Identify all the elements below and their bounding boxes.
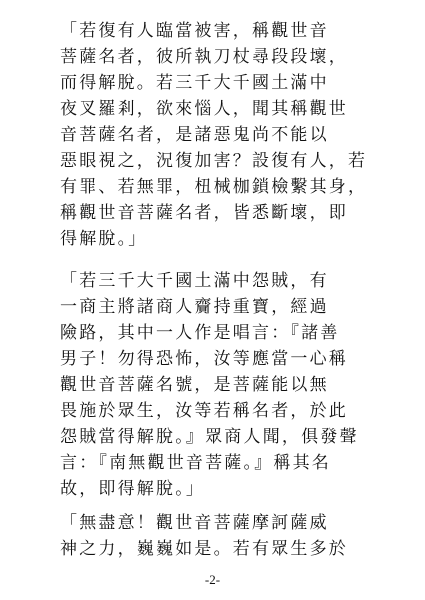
text-line: 夜叉羅剎，欲來惱人，聞其稱觀世 [60,99,348,119]
text-line: 「若復有人臨當被害，稱觀世音 [60,21,329,41]
text-line: 「若三千大千國土滿中怨賊，有 [60,271,329,291]
text-line: 言：『南無觀世音菩薩。』稱其名 [60,453,331,473]
text-line: 觀世音菩薩名號，是菩薩能以無 [60,375,329,395]
text-line: 一商主將諸商人齎持重寶，經過 [60,297,329,317]
text-line: 音菩薩名者，是諸惡鬼尚不能以 [60,125,329,145]
text-line: 惡眼視之，況復加害？設復有人，若 [60,151,368,171]
text-line: 畏施於眾生，汝等若稱名者，於此 [60,401,348,421]
text-line: 險路，其中一人作是唱言：『諸善 [60,323,340,343]
text-line: 男子！勿得恐怖，汝等應當一心稱 [60,349,348,369]
text-line: 神之力，巍巍如是。若有眾生多於 [60,539,348,559]
text-line: 故，即得解脫。」 [60,479,206,499]
text-line: 得解脫。」 [60,229,148,249]
text-line: 稱觀世音菩薩名者，皆悉斷壞，即 [60,203,348,223]
text-line: 怨賊當得解脫。』眾商人聞，俱發聲 [60,427,359,447]
text-line: 而得解脫。若三千大千國土滿中 [60,73,329,93]
page-number: -2- [204,572,221,587]
text-line: 菩薩名者，彼所執刀杖尋段段壞， [60,47,348,67]
text-line: 有罪、若無罪，杻械枷鎖檢繫其身， [60,177,368,197]
text-line: 「無盡意！觀世音菩薩摩訶薩威 [60,513,329,533]
